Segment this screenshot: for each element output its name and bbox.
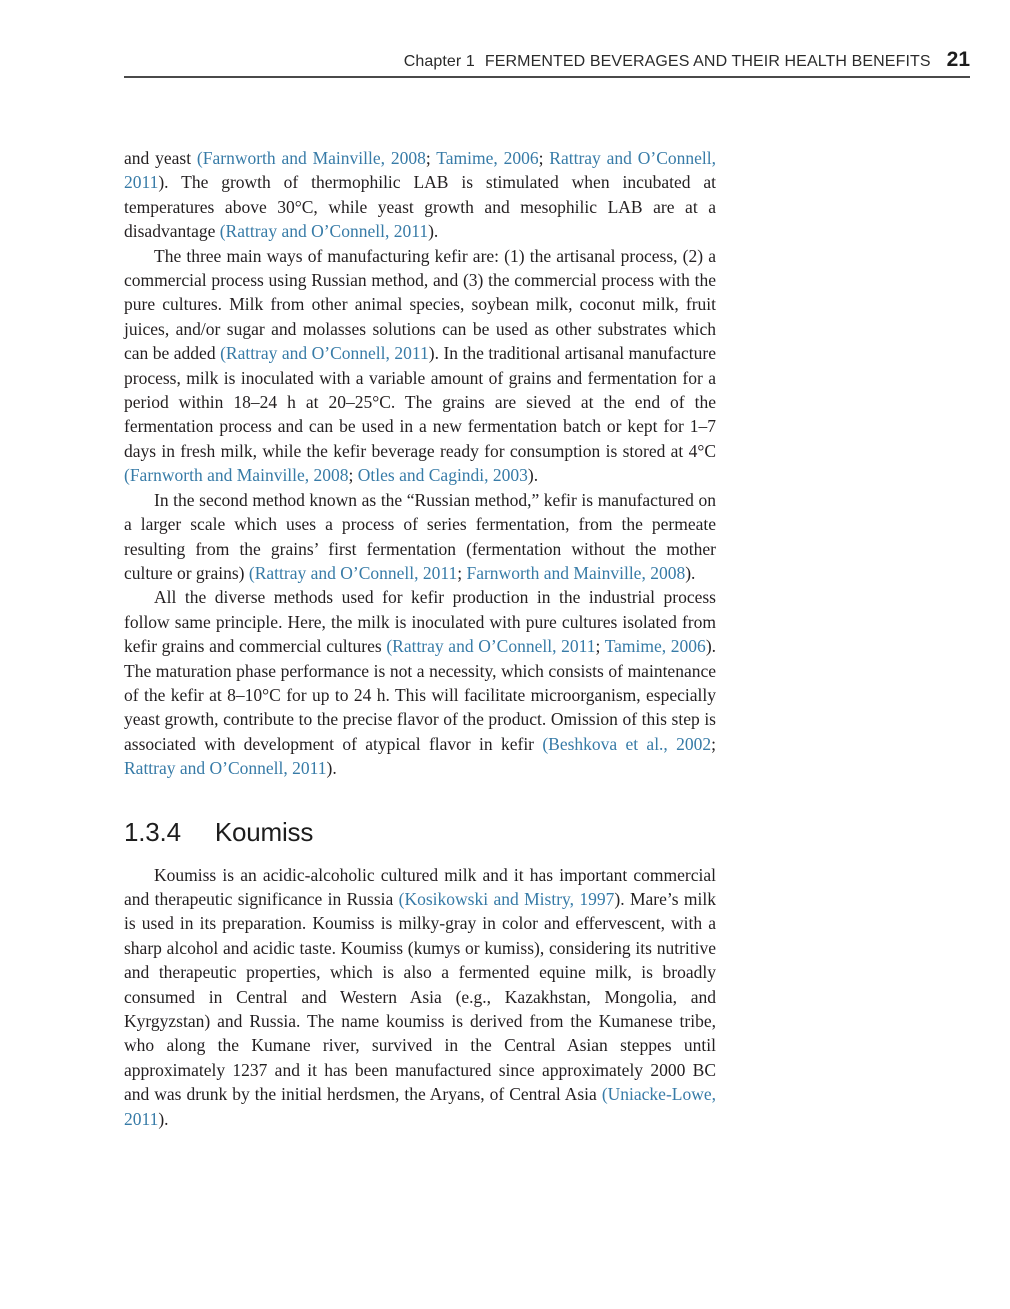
text-run: ;	[538, 148, 550, 168]
citation-link[interactable]: (Farnworth and Mainville, 2008	[124, 465, 349, 486]
text-run: ;	[348, 465, 358, 486]
body-text	[124, 146, 716, 1131]
chapter-label: Chapter 1	[403, 53, 475, 70]
section-heading	[124, 817, 716, 848]
text-run: ;	[425, 148, 437, 168]
text-run: ;	[711, 733, 716, 754]
text-run: The three main ways of manufacturing kefir are: (1) the artisanal process, (2) a commercial process using Russian method, and (3) the commercial process with the pure cultures. Milk from other animal species, soybean milk, coconut milk, fruit juices, and/or sugar and molasses solutions can be used as other substrates which can be added	[124, 245, 716, 364]
text-run: ;	[457, 562, 467, 583]
citation-link[interactable]: Farnworth and Mainville, 2008	[466, 562, 686, 583]
page-header	[404, 48, 970, 72]
citation-link[interactable]: (Kosikowski and Mistry, 1997	[398, 888, 615, 909]
section-title: Koumiss	[214, 816, 314, 847]
text-run: ).	[326, 758, 337, 779]
citation-link[interactable]: Tamime, 2006	[436, 148, 539, 168]
citation-link[interactable]: (Rattray and O’Connell, 2011	[386, 636, 596, 657]
page-number: 21	[946, 48, 970, 71]
paragraph	[124, 488, 716, 586]
text-run: and yeast	[124, 148, 197, 168]
text-run: ). Mare’s milk is used in its preparation. Koumiss is milky-gray in color and effervescent, with a sharp alcohol and acidic taste. Koumiss (kumys or kumiss), considering its nutritive and therapeutic properties, which is also a fermented equine milk, is broadly consumed in Central and Western Asia (e.g., Kazakhstan, Mongolia, and Kyrgyzstan) and Russia. The name koumiss is derived from the Kumanese tribe, who along the Kumane river, survived in the Central Asian steppes until approximately 1237 and it has been manufactured since approximately 2000 BC and was drunk by the initial herdsmen, the Aryans, of Central Asia	[124, 888, 716, 1105]
paragraph	[124, 585, 716, 780]
text-run: ).	[158, 1108, 169, 1129]
text-run: ).	[685, 562, 696, 583]
text-run: ). In the traditional artisanal manufacture process, milk is inoculated with a variable amount of grains and fermentation for a period within 18–24 h at 20–25°C. The grains are sieved at the end of the fermentation process and can be used in a new fermentation batch or kept for 1–7 days in fresh milk, while the kefir beverage ready for consumption is stored at 4°C	[124, 343, 717, 461]
citation-link[interactable]: (Rattray and O’Connell, 2011	[219, 221, 429, 242]
paragraph	[124, 146, 716, 244]
text-run: All the diverse methods used for kefir production in the industrial process follow same principle. Here, the milk is inoculated with pure cultures isolated from kefir grains and commercial cultures	[124, 587, 716, 657]
chapter-title: FERMENTED BEVERAGES AND THEIR HEALTH BENEFITS	[484, 53, 931, 70]
citation-link[interactable]: Rattray and O’Connell, 2011	[124, 758, 327, 779]
citation-link[interactable]: (Rattray and O’Connell, 2011	[220, 343, 429, 364]
text-run: ).	[527, 465, 539, 486]
text-run: Koumiss is an acidic-alcoholic cultured milk and it has important commercial and therapeutic significance in Russia	[124, 864, 716, 909]
paragraph	[124, 863, 716, 1131]
citation-link[interactable]: Otles and Cagindi, 2003	[357, 465, 528, 486]
section-number: 1.3.4	[124, 816, 181, 847]
citation-link[interactable]: (Farnworth and Mainville, 2008	[196, 148, 426, 168]
text-run: In the second method known as the “Russian method,” kefir is manufactured on a larger scale which uses a process of series fermentation, from the permeate resulting from the grains’ first fermentation (fermentation without the mother culture or grains)	[124, 489, 716, 583]
citation-link[interactable]: Tamime, 2006	[604, 636, 706, 657]
citation-link[interactable]: (Rattray and O’Connell, 2011	[248, 562, 458, 583]
citation-link[interactable]: (Uniacke-Lowe, 2011	[124, 1084, 716, 1129]
header-rule	[124, 76, 970, 78]
text-run: ;	[595, 636, 605, 657]
text-run: ). The maturation phase performance is not a necessity, which consists of maintenance of the kefir at 8–10°C for up to 24 h. This will facilitate microorganism, especially yeast growth, contribute to the precise flavor of the product. Omission of this step is associated with development of atypical flavor in kefir	[124, 636, 717, 754]
citation-link[interactable]: (Beshkova et al., 2002	[542, 733, 712, 754]
citation-link[interactable]: Rattray and O’Connell, 2011	[124, 148, 717, 193]
paragraph	[124, 244, 716, 488]
text-run: ). The growth of thermophilic LAB is stimulated when incubated at temperatures above 30°C, while yeast growth and mesophilic LAB are at a disadvantage	[124, 172, 716, 242]
text-run: ).	[428, 221, 439, 242]
